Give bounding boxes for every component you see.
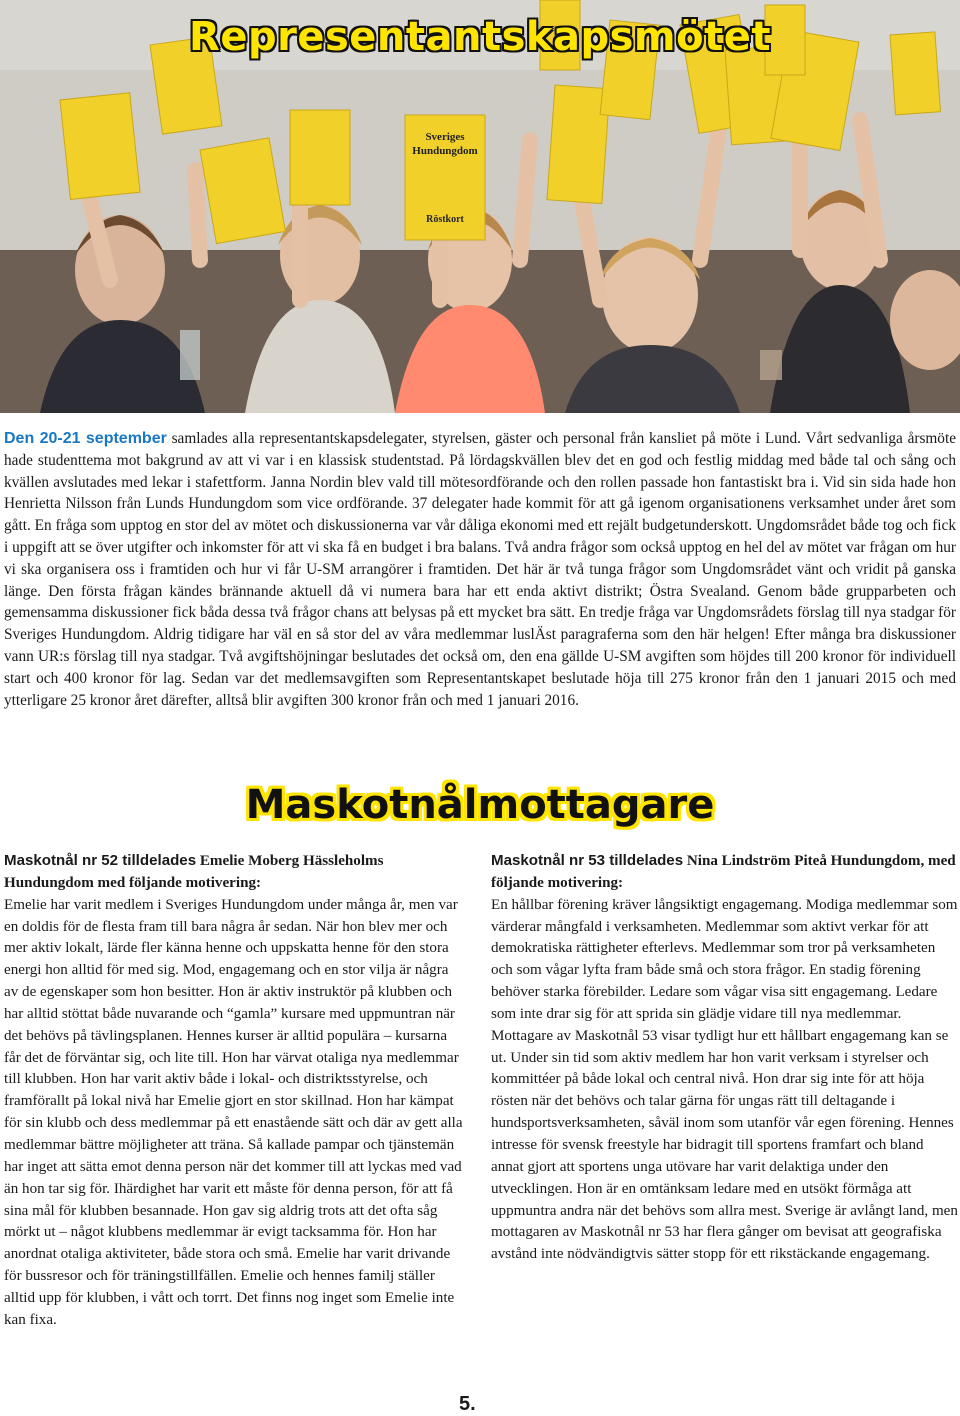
section-title: Maskotnålmottagare — [245, 782, 715, 828]
lead-highlight: Den 20-21 september — [4, 430, 167, 447]
card-line-3: Röstkort — [426, 214, 464, 225]
recipient-52-heading — [4, 850, 464, 895]
meeting-illustration — [0, 0, 960, 413]
recipient-53-body: En hållbar förening kräver långsiktigt engagemang. Modiga medlemmar som värderar mångfald i verksamheten. Medlemmar som aktivt verkar för att demokratiska rättigheter efterlevs. Medlemmar som tror på verksamheten och som vågar lyfta fram både små och stora frågor. En stadig förening behöver starka förebilder. Ledare som vågar visa sitt engagemang. Ledare som inte drar sig för att sprida sin glädje vidare till nya medlemmar. Mottagare av Maskotnål 53 visar tydligt hur ett hållbart engagemang kan se ut. Under sin tid som aktiv medlem har hon varit verksam i styrelser och kommittéer på både lokal och central nivå. Hon drar sig inte för att höja rösten när det behövs och talar gärna för ungas rätt till deltagande i hundsportsverksamheten, såväl inom som utanför vår egen förening. Hennes intresse för svensk freestyle har bidragit till sportens framfart och bland annat gjort att sportens unga utövare har varit delaktiga under den utvecklingen. Hon är en omtänksam ledare med en utsökt förmåga att uppmuntra andra när det behövs som allra mest. Sverige är avlångt land, men mottagaren av Maskotnål nr 53 har flera gånger om bevisat att geografiska avstånd inte nödvändigtvis sätter stopp för ett rikstäckande engagemang. — [491, 896, 958, 1263]
recipient-52-heading-rest: Emelie Moberg Hässleholms Hundungdom med följande motivering: — [4, 853, 384, 891]
recipient-52-column — [4, 850, 464, 1332]
meeting-photo — [0, 0, 960, 413]
recipient-52-body: Emelie har varit medlem i Sveriges Hundungdom under många år, men var en doldis för de flesta fram till bara några år sedan. När hon blev mer och mer aktiv lokalt, lärde fler känna henne och uppskatta henne för den stora energi hon alltid för med sig. Mod, engagemang och en stor vilja är några av de egenskaper som hon besitter. Hon är aktiv instruktör på klubben och har alltid stöttat både nuvarande och “gamla” kursare med uppmuntran när det behövs på tävlingsplanen. Hennes kurser är alltid populära – kursarna får det de förväntar sig, och lite till. Hon har värvat otaliga nya medlemmar till klubben. Hon har varit aktiv både i lokal- och distriktsstyrelse, och framförallt på lokal nivå har Emelie gjort en stor skillnad. Hon har kämpat för sin klubb och dess medlemmar på ett enastående sätt och där av gett alla medlemmar bättre möjligheter att träna. Så kallade pampar och tjänstemän har inget att sätta emot denna person när det kommer till att lyckas med vad än hon tar sig för. Ihärdighet har varit ett måste för denna person, för att få sina mål för klubben besannade. Hon gav sig aldrig trots att det ofta såg mörkt ut – något klubbens medlemmar är evigt tacksamma för. Hon har anordnat otaliga aktiviteter, både stora och små. Emelie har varit drivande för bussresor och för träningstillfällen. Emelie och hennes familj ställer alltid upp för klubben, i vått och torrt. Det finns nog inget som Emelie inte kan fixa. — [4, 896, 463, 1328]
recipient-53-heading-lead: Maskotnål nr 53 tilldelades — [491, 852, 684, 869]
recipient-53-column — [491, 850, 959, 1266]
page-title: Representantskapsmötet — [189, 14, 771, 60]
recipient-53-heading-rest: Nina Lindström Piteå Hundungdom, med följande motivering: — [491, 853, 956, 891]
article-lead — [4, 428, 956, 711]
card-line-2: Hundungdom — [412, 145, 478, 157]
recipient-52-heading-lead: Maskotnål nr 52 tilldelades — [4, 852, 197, 869]
card-line-1: Sveriges — [425, 131, 465, 143]
recipient-53-heading — [491, 850, 959, 895]
lead-text: samlades alla representantskapsdelegater, styrelsen, gäster och personal från kansliet på möte i Lund. Vårt sedvanliga årsmöte hade studenttema mot bakgrund av att vi var i en klassisk studentstad. På lördagskvällen blev det en god och festlig middag med både tal och sång och kvällen avslutades med lekar i stafettform. Janna Nordin blev vald till mötesordförande och den rollen passade hon fantastiskt bra i. Vid sin sida hade hon Henrietta Nilsson från Lunds Hundungdom som vice ordförande. 37 delegater hade kommit för att gå igenom organisationens verksamhet under året som gått. En fråga som upptog en stor del av mötet och diskussionerna var vår dåliga ekonomi med ett rejält budgetunderskott. Ungdomsrådet både tog och fick i uppgift att se över utgifter och inkomster för att vi ska få en budget i bra balans. Två andra frågor som också upptog en hel del av mötet var frågan om hur vi ska organisera oss i framtiden och hur vi får U-SM arrangörer i framtiden. Det här är två tunga frågor som Ungdomsrådet vänt och vridit på ganska länge. Den första frågan kändes brännande aktuell då vi numera bara har ett enda aktivt distrikt; Östra Svealand. Genom både grupparbeten och gemensamma diskussioner fick båda dessa två frågor chans att belysas på ett mycket bra sätt. En tredje fråga var Ungdomsrådets förslag till nya stadgar för Sveriges Hundungdom. Aldrig tidigare har väl en så stor del av våra medlemmar luslÄst paragraferna som den här helgen! Efter många bra diskussioner vann UR:s förslag till nya stadgar. Två avgiftshöjningar beslutades det också om, den ena gällde U-SM avgiften som höjdes till 200 kronor för individuell start och 400 kronor för lag. Sedan var det medlemsavgiften som Representantskapet beslutade höja till 275 kronor från den 1 januari 2015 och med ytterligare 25 kronor året därefter, alltså blir avgiften 300 kronor från och med 1 januari 2016. — [4, 430, 956, 709]
page-number: 5. — [459, 1393, 476, 1415]
